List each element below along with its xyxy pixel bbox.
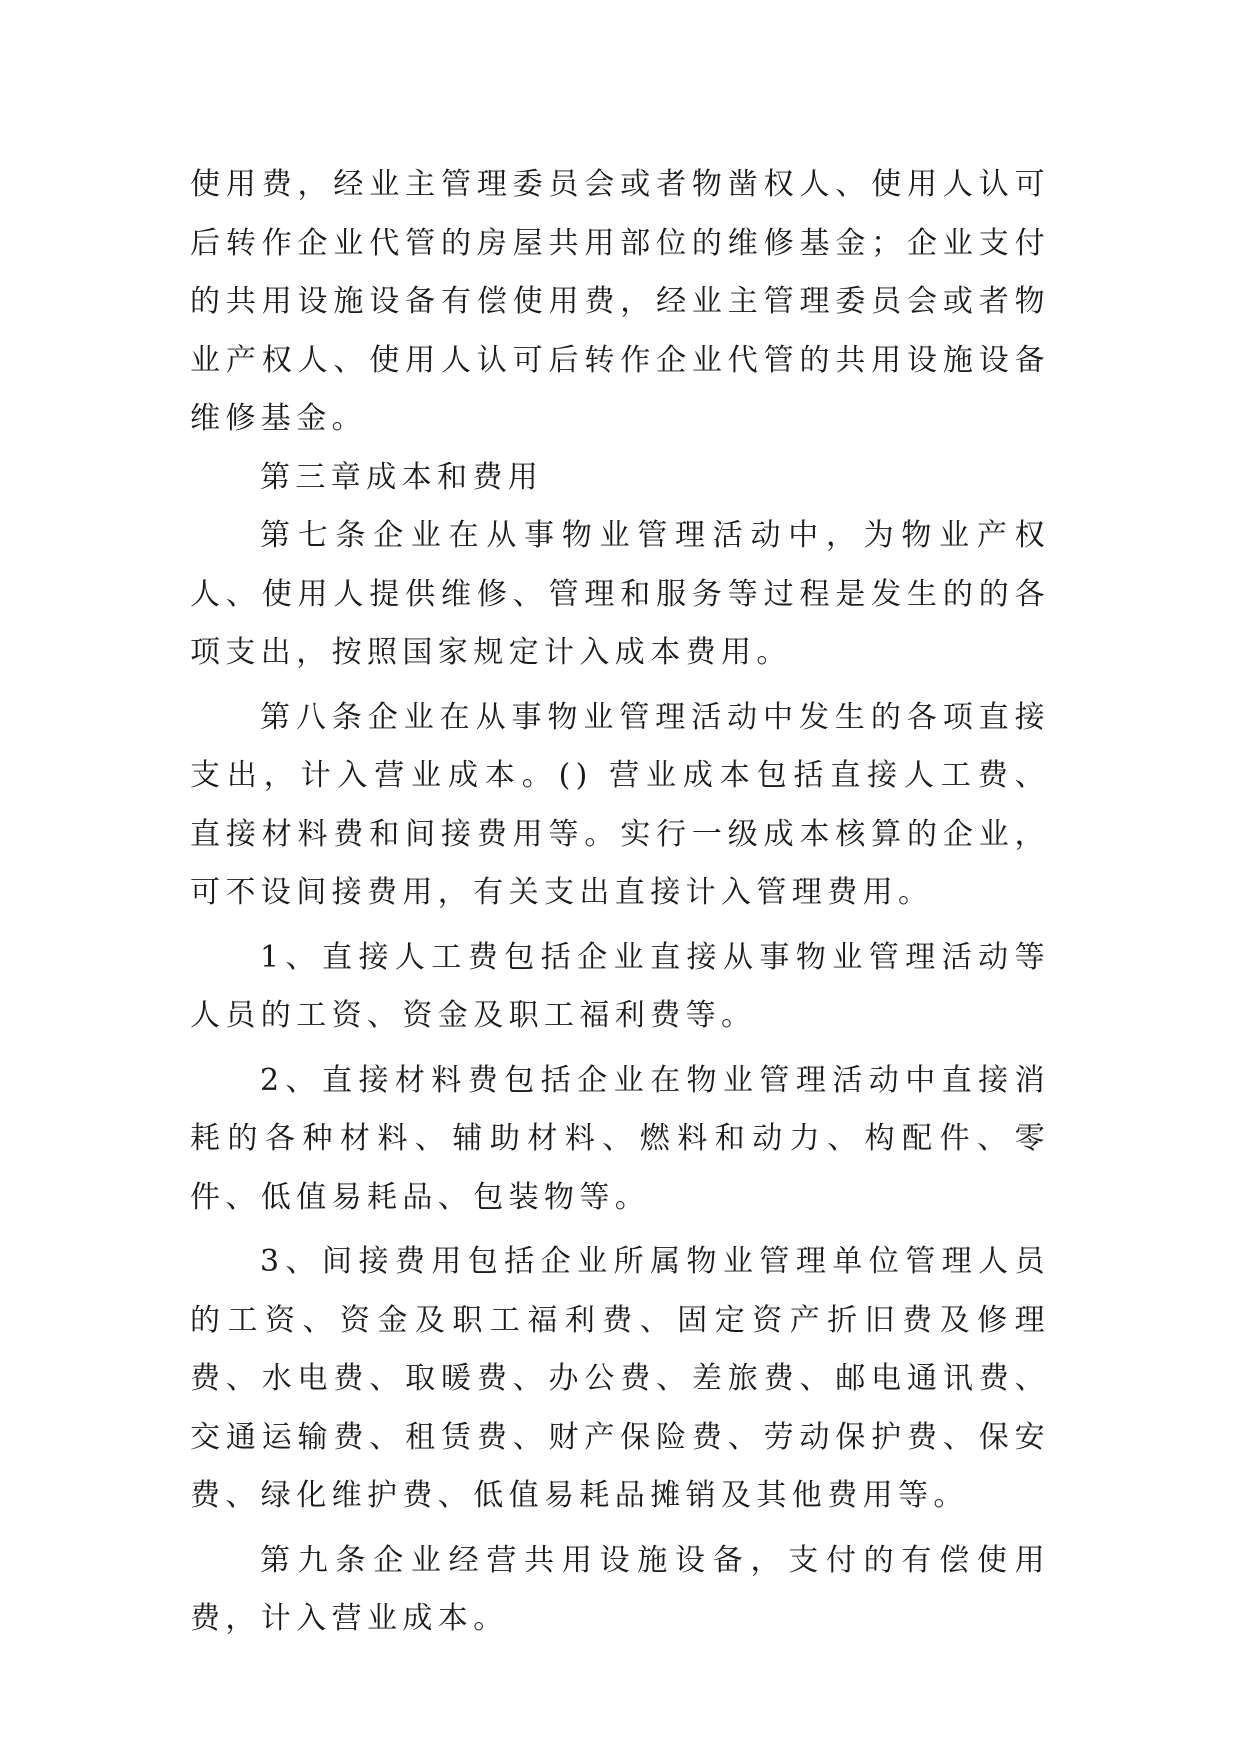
article-9-paragraph: 第九条企业经营共用设施设备，支付的有偿使用费，计入营业成本。 xyxy=(190,1542,1050,1636)
item-2-paragraph: 2、直接材料费包括企业在物业管理活动中直接消耗的各种材料、辅助材料、燃料和动力、构配件、零件、低值易耗品、包装物等。 xyxy=(190,1062,1050,1215)
document-body xyxy=(190,156,1050,1649)
paragraph-continuation: 使用费，经业主管理委员会或者物凿权人、使用人认可后转作企业代管的房屋共用部位的维修基金；企业支付的共用设施设备有偿使用费，经业主管理委员会或者物业产权人、使用人认可后转作企业代管的共用设施设备维修基金。 xyxy=(190,167,1050,436)
chapter-heading: 第三章成本和费用 xyxy=(260,459,544,495)
item-1-paragraph: 1、直接人工费包括企业直接从事物业管理活动等人员的工资、资金及职工福利费等。 xyxy=(190,939,1050,1033)
article-7-paragraph: 第七条企业在从事物业管理活动中，为物业产权人、使用人提供维修、管理和服务等过程是发生的的各项支出，按照国家规定计入成本费用。 xyxy=(190,518,1050,670)
item-3-paragraph: 3、间接费用包括企业所属物业管理单位管理人员的工资、资金及职工福利费、固定资产折旧费及修理费、水电费、取暖费、办公费、差旅费、邮电通讯费、交通运输费、租赁费、财产保险费、劳动保护费、保安费、绿化维护费、低值易耗品摊销及其他费用等。 xyxy=(190,1244,1050,1513)
article-8-paragraph: 第八条企业在从事物业管理活动中发生的各项直接支出，计入营业成本。() 营业成本包括直接人工费、直接材料费和间接费用等。实行一级成本核算的企业，可不设间接费用，有关支出直接计入管理费用。 xyxy=(190,699,1050,910)
